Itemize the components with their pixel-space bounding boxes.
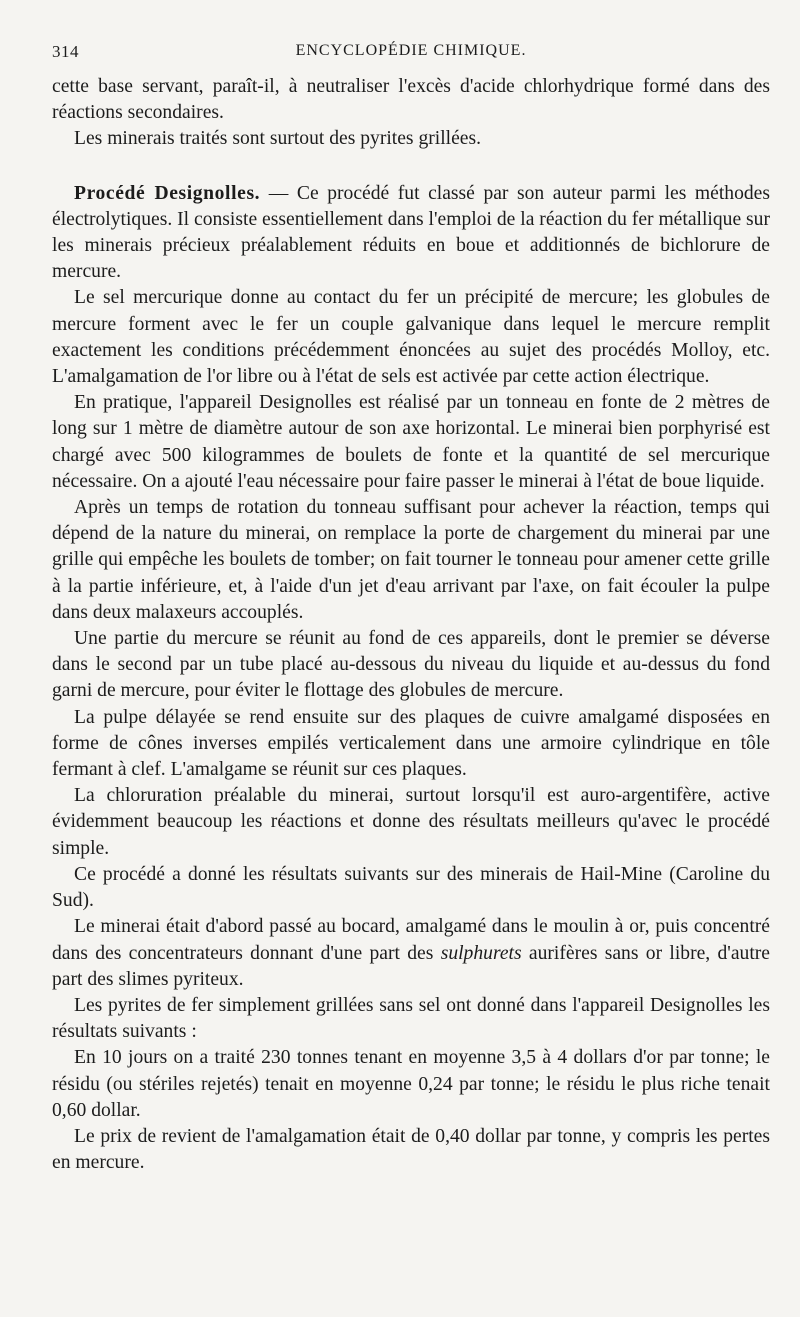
paragraph: Après un temps de rotation du tonneau suffisant pour achever la réaction, temps qui dépend de la nature du minerai, on remplace la porte de chargement du minerai par une grille qui empêche les boulets de tomber; on fait tourner le tonneau pour amener cette grille à la partie inférieure, et, à l'aide d'un jet d'eau arrivant par l'axe, on fait écouler la pulpe dans deux malaxeurs accouplés. (52, 497, 770, 623)
paragraph: En pratique, l'appareil Designolles est réalisé par un tonneau en fonte de 2 mètres de long sur 1 mètre de diamètre autour de son axe horizontal. Le minerai bien porphyrisé est chargé avec 500 kilogrammes de boulets de fonte et la quantité de sel mercurique nécessaire. On a ajouté l'eau nécessaire pour faire passer le minerai à l'état de boue liquide. (52, 392, 770, 492)
paragraph: La pulpe délayée se rend ensuite sur des plaques de cuivre amalgamé disposées en forme de cônes inverses empilés verticalement dans une armoire cylindrique en tôle fermant à clef. L'amalgame se réunit sur ces plaques. (52, 706, 770, 781)
paragraph-text-after: aurifères sans or libre, d'autre part des slimes pyriteux. (52, 942, 770, 990)
page-number: 314 (52, 42, 79, 61)
paragraph-continuation: cette base servant, paraît-il, à neutraliser l'excès d'acide chlorhydrique formé dans des réactions secondaires. (52, 76, 770, 124)
paragraph: Le prix de revient de l'amalgamation était de 0,40 dollar par tonne, y compris les pertes en mercure. (52, 1125, 770, 1174)
paragraph: En 10 jours on a traité 230 tonnes tenant en moyenne 3,5 à 4 dollars d'or par tonne; le résidu (ou stériles rejetés) tenait en moyenne 0,24 par tonne; le résidu le plus riche tenait 0,60 dollar. (52, 1047, 770, 1121)
paragraph: La chloruration préalable du minerai, surtout lorsqu'il est auro-argentifère, active évidemment beaucoup les réactions et donne des résultats meilleurs qu'avec le procédé simple. (52, 785, 770, 859)
section-paragraph-designolles (52, 181, 770, 286)
paragraph: Les minerais traités sont surtout des pyrites grillées. (74, 128, 482, 150)
paragraph-with-emphasis (52, 914, 770, 993)
body-text (52, 74, 770, 1176)
paragraph: Le sel mercurique donne au contact du fer un précipité de mercure; les globules de mercure forment avec le fer un couple galvanique dans lequel le mercure remplit exactement les conditions précédemment énoncées au sujet des procédés Molloy, etc. L'amalgamation de l'or libre ou à l'état de sels est activée par cette action électrique. (52, 287, 770, 388)
section-paragraph-text: — Ce procédé fut classé par son auteur parmi les méthodes électrolytiques. Il consiste essentiellement dans l'emploi de la réaction du fer métallique sur les minerais précieux préalablement réduits en boue et additionnés de bichlorure de mercure. (52, 182, 770, 283)
emphasis-term: sulphurets (440, 942, 522, 964)
paragraph: Ce procédé a donné les résultats suivants sur des minerais de Hail-Mine (Caroline du Sud). (52, 863, 770, 912)
running-title: ENCYCLOPÉDIE CHIMIQUE. (295, 42, 527, 59)
paragraph: Les pyrites de fer simplement grillées sans sel ont donné dans l'appareil Designolles les résultats suivants : (52, 994, 770, 1043)
page-header (52, 42, 770, 68)
section-heading: Procédé Designolles. (74, 182, 261, 204)
paragraph: Une partie du mercure se réunit au fond de ces appareils, dont le premier se déverse dans le second par un tube placé au-dessous du niveau du liquide et au-dessus du fond garni de mercure, pour éviter le flottage des globules de mercure. (52, 628, 770, 702)
paragraph-text-before: Le minerai était d'abord passé au bocard, amalgamé dans le moulin à or, puis concentré dans des concentrateurs donnant d'une part des (52, 916, 770, 964)
